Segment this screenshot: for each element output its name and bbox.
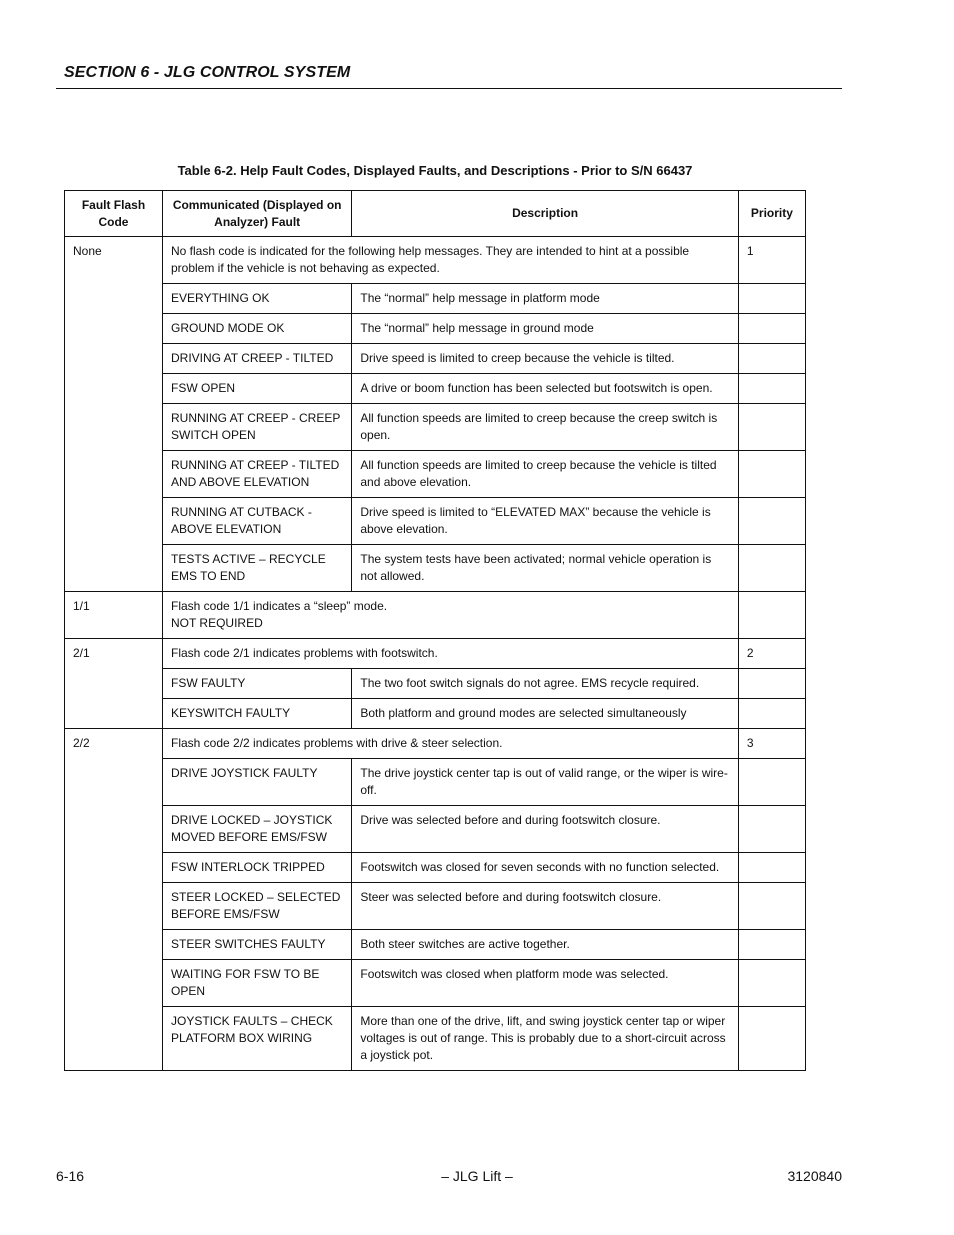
fault-description: All function speeds are limited to creep because the creep switch is open. xyxy=(352,404,738,451)
table-row xyxy=(65,498,806,545)
fault-description: Footswitch was closed when platform mode was selected. xyxy=(352,960,738,1007)
priority-value xyxy=(738,404,805,451)
fault-name: FSW FAULTY xyxy=(162,669,351,699)
priority-value xyxy=(738,930,805,960)
fault-description: Both steer switches are active together. xyxy=(352,930,738,960)
fault-description: The “normal” help message in platform mode xyxy=(352,284,738,314)
fault-name: TESTS ACTIVE – RECYCLE EMS TO END xyxy=(162,545,351,592)
priority-value xyxy=(738,592,805,639)
page-number: 6-16 xyxy=(56,1168,85,1184)
priority-value xyxy=(738,960,805,1007)
fault-name: RUNNING AT CREEP - CREEP SWITCH OPEN xyxy=(162,404,351,451)
column-header-code xyxy=(65,191,163,237)
fault-description: Steer was selected before and during footswitch closure. xyxy=(352,883,738,930)
fault-name: GROUND MODE OK xyxy=(162,314,351,344)
table-row xyxy=(65,545,806,592)
group-summary-line2: NOT REQUIRED xyxy=(170,616,263,630)
fault-name: DRIVE JOYSTICK FAULTY xyxy=(162,759,351,806)
fault-name: JOYSTICK FAULTS – CHECK PLATFORM BOX WIRING xyxy=(162,1007,351,1071)
priority-value xyxy=(738,806,805,853)
fault-flash-code: None xyxy=(65,237,163,592)
fault-description: Drive speed is limited to creep because the vehicle is tilted. xyxy=(352,344,738,374)
section-title: SECTION 6 - JLG CONTROL SYSTEM xyxy=(64,64,351,81)
column-header-fault xyxy=(162,191,351,237)
group-summary-row xyxy=(65,729,806,759)
fault-name: KEYSWITCH FAULTY xyxy=(162,699,351,729)
fault-description: The “normal” help message in ground mode xyxy=(352,314,738,344)
priority-value xyxy=(738,1007,805,1071)
priority-value xyxy=(738,374,805,404)
fault-description: All function speeds are limited to creep because the vehicle is tilted and above elevation. xyxy=(352,451,738,498)
table-row xyxy=(65,669,806,699)
table-row xyxy=(65,314,806,344)
footer-brand: – JLG Lift – xyxy=(441,1168,513,1184)
fault-description: The drive joystick center tap is out of valid range, or the wiper is wire-off. xyxy=(352,759,738,806)
column-header-fault-line1: Communicated (Displayed on xyxy=(172,197,342,212)
priority-value: 2 xyxy=(738,639,805,669)
table-row xyxy=(65,1007,806,1071)
priority-value xyxy=(738,284,805,314)
fault-description: Drive was selected before and during footswitch closure. xyxy=(352,806,738,853)
group-summary-row xyxy=(65,237,806,284)
column-header-code-line1: Fault Flash xyxy=(81,197,146,212)
fault-flash-code: 1/1 xyxy=(65,592,163,639)
group-summary-line1: Flash code 1/1 indicates a “sleep” mode. xyxy=(170,599,388,613)
group-summary: Flash code 2/2 indicates problems with drive & steer selection. xyxy=(162,729,738,759)
group-summary-row xyxy=(65,592,806,639)
table-row xyxy=(65,759,806,806)
fault-codes-table xyxy=(64,190,806,1071)
priority-value xyxy=(738,314,805,344)
group-summary: No flash code is indicated for the following help messages. They are intended to hint at a possible problem if the vehicle is not behaving as expected. xyxy=(162,237,738,284)
column-header-code-line2: Code xyxy=(98,214,129,229)
fault-name: RUNNING AT CREEP - TILTED AND ABOVE ELEVATION xyxy=(162,451,351,498)
priority-value xyxy=(738,669,805,699)
fault-description: A drive or boom function has been selected but footswitch is open. xyxy=(352,374,738,404)
table-row xyxy=(65,404,806,451)
fault-name: RUNNING AT CUTBACK - ABOVE ELEVATION xyxy=(162,498,351,545)
header-rule xyxy=(56,88,842,89)
fault-name: DRIVE LOCKED – JOYSTICK MOVED BEFORE EMS/FSW xyxy=(162,806,351,853)
fault-name: STEER LOCKED – SELECTED BEFORE EMS/FSW xyxy=(162,883,351,930)
priority-value xyxy=(738,451,805,498)
document-number: 3120840 xyxy=(787,1168,842,1184)
column-header-fault-line2: Analyzer) Fault xyxy=(214,214,301,229)
fault-description: Footswitch was closed for seven seconds with no function selected. xyxy=(352,853,738,883)
fault-name: DRIVING AT CREEP - TILTED xyxy=(162,344,351,374)
fault-description: Both platform and ground modes are selected simultaneously xyxy=(352,699,738,729)
priority-value xyxy=(738,344,805,374)
table-row xyxy=(65,806,806,853)
priority-value xyxy=(738,699,805,729)
column-header-description: Description xyxy=(352,191,738,237)
fault-description: The system tests have been activated; normal vehicle operation is not allowed. xyxy=(352,545,738,592)
fault-name: STEER SWITCHES FAULTY xyxy=(162,930,351,960)
fault-name: FSW INTERLOCK TRIPPED xyxy=(162,853,351,883)
table-row xyxy=(65,451,806,498)
table-row xyxy=(65,853,806,883)
fault-name: WAITING FOR FSW TO BE OPEN xyxy=(162,960,351,1007)
table-row xyxy=(65,699,806,729)
column-header-priority: Priority xyxy=(738,191,805,237)
fault-name: EVERYTHING OK xyxy=(162,284,351,314)
priority-value: 3 xyxy=(738,729,805,759)
priority-value xyxy=(738,853,805,883)
table-title: Table 6-2. Help Fault Codes, Displayed Faults, and Descriptions - Prior to S/N 66437 xyxy=(177,163,693,178)
group-summary-row xyxy=(65,639,806,669)
fault-name: FSW OPEN xyxy=(162,374,351,404)
fault-description: More than one of the drive, lift, and swing joystick center tap or wiper voltages is out of range. This is probably due to a short-circuit across a joystick pot. xyxy=(352,1007,738,1071)
priority-value xyxy=(738,759,805,806)
table-row xyxy=(65,374,806,404)
table-row xyxy=(65,344,806,374)
table-row xyxy=(65,883,806,930)
table-row xyxy=(65,930,806,960)
fault-description: The two foot switch signals do not agree. EMS recycle required. xyxy=(352,669,738,699)
priority-value xyxy=(738,883,805,930)
table-row xyxy=(65,284,806,314)
priority-value xyxy=(738,545,805,592)
fault-description: Drive speed is limited to “ELEVATED MAX” because the vehicle is above elevation. xyxy=(352,498,738,545)
group-summary xyxy=(162,592,738,639)
table-row xyxy=(65,960,806,1007)
priority-value xyxy=(738,498,805,545)
group-summary: Flash code 2/1 indicates problems with footswitch. xyxy=(162,639,738,669)
fault-flash-code: 2/2 xyxy=(65,729,163,1071)
fault-flash-code: 2/1 xyxy=(65,639,163,729)
table-header-row xyxy=(65,191,806,237)
priority-value: 1 xyxy=(738,237,805,284)
